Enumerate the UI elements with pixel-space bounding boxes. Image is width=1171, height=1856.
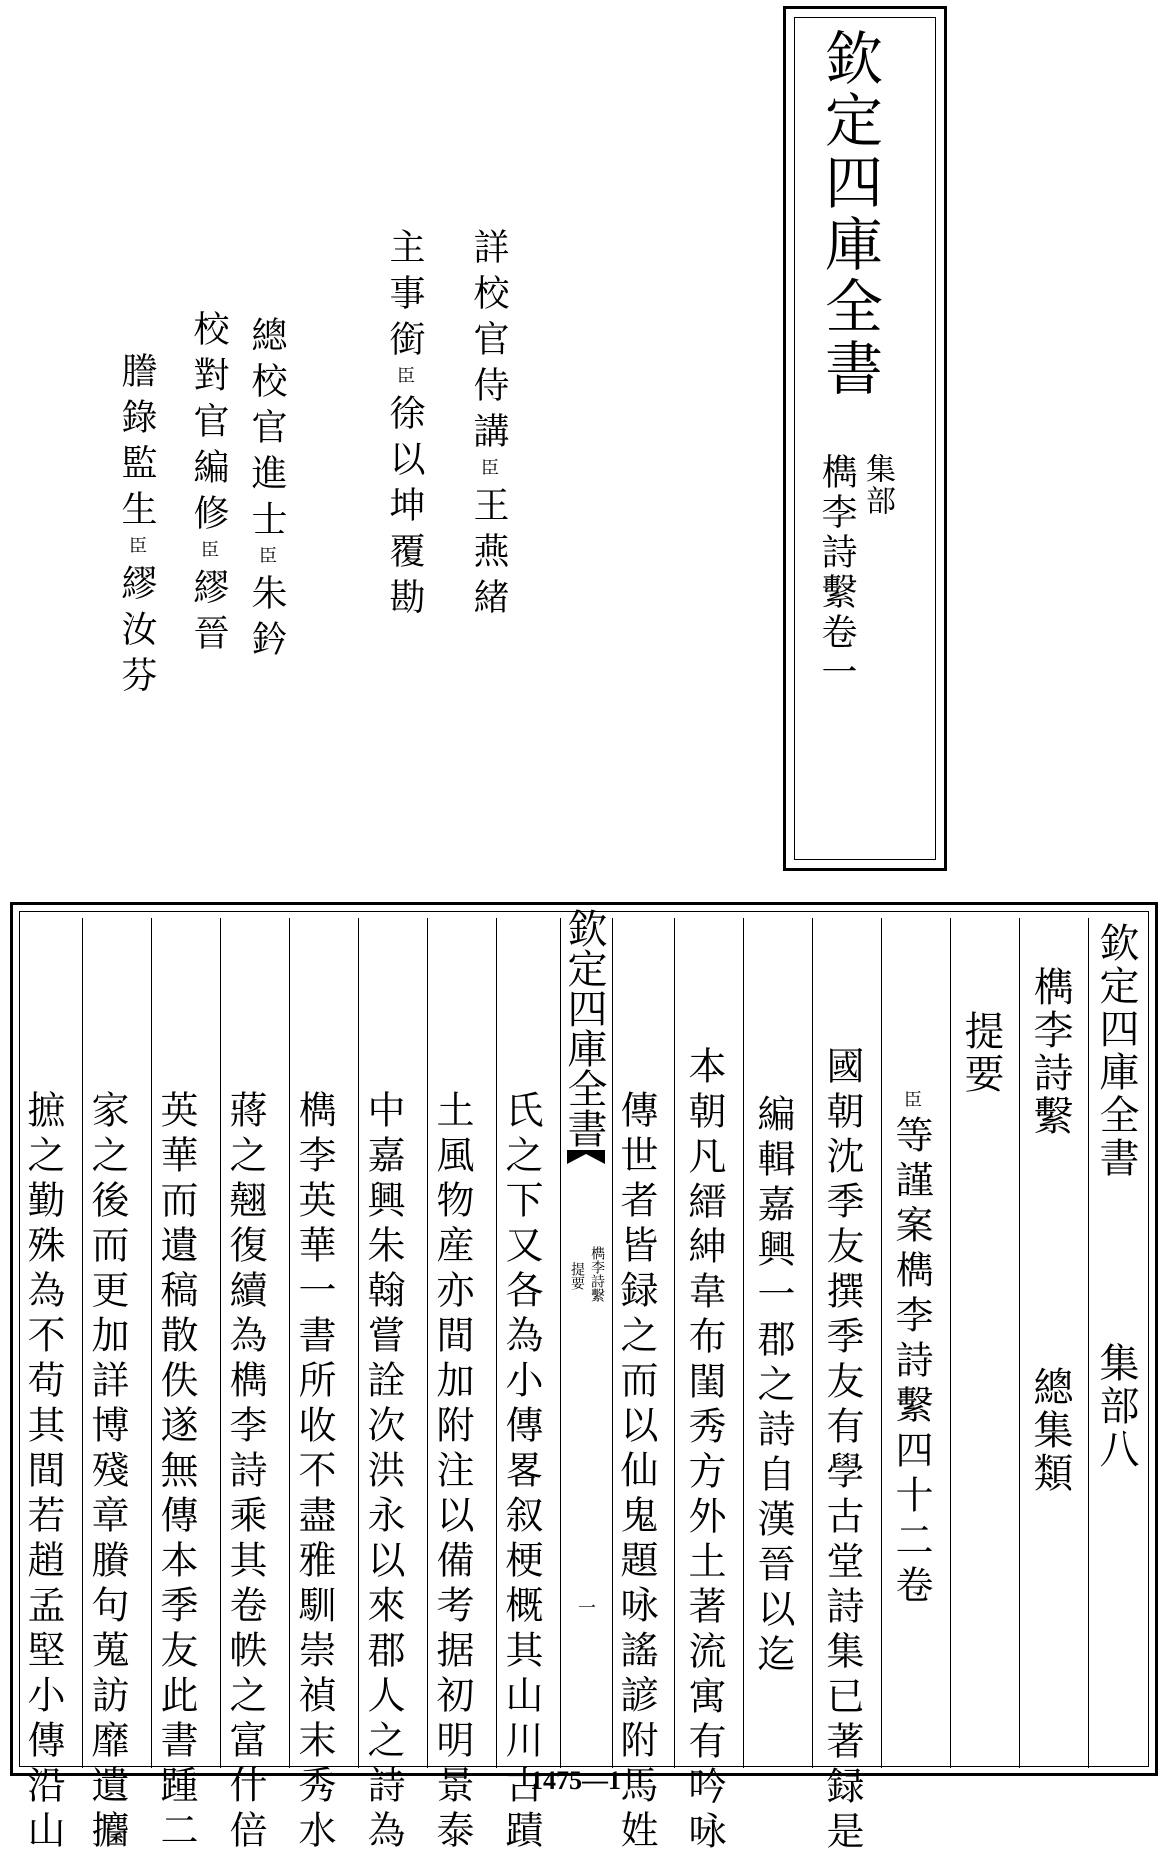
column-rule bbox=[612, 918, 613, 1768]
cover-title: 欽定四庫全書 bbox=[815, 28, 883, 400]
page-number: 1475—1 bbox=[530, 1766, 621, 1795]
fish-tail-icon bbox=[567, 1150, 605, 1164]
column-rule bbox=[674, 918, 675, 1768]
credit-role: 校對官編修 bbox=[188, 310, 229, 540]
credit-role: 謄錄監生 bbox=[116, 352, 157, 536]
text-column: 摭之勤殊為不苟其間若趙孟堅小傳沿山 bbox=[21, 1090, 65, 1855]
text-column: 編輯嘉興一郡之詩自漢晉以迄 bbox=[751, 1094, 795, 1679]
text-column: 氏之下又各為小傳畧叙梗概其山川古蹟 bbox=[499, 1090, 543, 1855]
credit-name: 朱鈐 bbox=[246, 574, 287, 666]
text-column: 中嘉興朱翰嘗詮次洪永以來郡人之詩為 bbox=[361, 1090, 405, 1855]
column-rule bbox=[220, 918, 221, 1768]
column-rule bbox=[358, 918, 359, 1768]
column-rule bbox=[496, 918, 497, 1768]
credit-rank: 臣 bbox=[198, 540, 219, 568]
tiyao-heading: 提要 bbox=[958, 1010, 1004, 1096]
text-column: 英華而遺稿散佚遂無傳本季友此書踵二 bbox=[154, 1090, 198, 1855]
column-rule bbox=[1019, 918, 1020, 1768]
text-line: 等謹案檇李詩繫四十二卷 bbox=[889, 1115, 933, 1610]
credit-line bbox=[188, 310, 229, 660]
column-rule bbox=[812, 918, 813, 1768]
credit-line bbox=[468, 228, 509, 624]
credit-name: 徐以坤覆勘 bbox=[384, 394, 425, 624]
text-column: 傳世者皆録之而以仙鬼題咏謠諺附馬姓 bbox=[614, 1090, 658, 1855]
book-category: 總集類 bbox=[1027, 1366, 1073, 1495]
credit-rank: 臣 bbox=[478, 458, 499, 486]
text-column: 家之後而更加詳博殘章賸句蒐訪靡遺攟 bbox=[85, 1090, 129, 1855]
center-book-title: 檇李詩繫 bbox=[589, 1246, 605, 1302]
credit-name: 繆汝芬 bbox=[116, 564, 157, 702]
text-column: 蔣之翹復續為檇李詩乘其卷帙之富什倍 bbox=[223, 1090, 267, 1855]
credit-line bbox=[384, 228, 425, 624]
page-section: 集部八 bbox=[1093, 1342, 1139, 1471]
book-title: 檇李詩繫 bbox=[1027, 966, 1073, 1138]
credit-name: 王燕緒 bbox=[468, 486, 509, 624]
column-rule bbox=[289, 918, 290, 1768]
column-rule bbox=[881, 918, 882, 1768]
cover-category: 集部 bbox=[860, 453, 895, 517]
credit-line bbox=[246, 316, 287, 666]
column-rule bbox=[743, 918, 744, 1768]
center-subtitle: 提要 bbox=[569, 1262, 585, 1290]
column-rule bbox=[950, 918, 951, 1768]
credit-role: 總校官進士 bbox=[246, 316, 287, 546]
center-title: 欽定四庫全書 bbox=[561, 908, 607, 1148]
credit-rank: 臣 bbox=[126, 536, 147, 564]
column-rule bbox=[1088, 918, 1089, 1768]
credit-rank: 臣 bbox=[256, 546, 277, 574]
text-rank: 臣 bbox=[901, 1090, 922, 1115]
text-column: 檇李英華一書所收不盡雅馴崇禎末秀水 bbox=[292, 1090, 336, 1855]
page-header: 欽定四庫全書 bbox=[1093, 922, 1139, 1180]
column-rule bbox=[151, 918, 152, 1768]
text-column: 本朝凡縉紳韋布閨秀方外土著流寓有吟咏 bbox=[682, 1046, 726, 1856]
text-column: 土風物産亦間加附注以備考据初明景泰 bbox=[430, 1090, 474, 1855]
cover-volume: 檇李詩繫卷一 bbox=[816, 453, 857, 693]
text-column bbox=[889, 1090, 933, 1610]
credit-rank: 臣 bbox=[394, 366, 415, 394]
credit-line bbox=[116, 352, 157, 702]
column-rule bbox=[82, 918, 83, 1768]
center-page-number: 一 bbox=[575, 1598, 596, 1616]
credit-name: 繆晉 bbox=[188, 568, 229, 660]
credit-role: 詳校官侍講 bbox=[468, 228, 509, 458]
text-column: 國朝沈季友撰季友有學古堂詩集已著録是 bbox=[820, 1046, 864, 1856]
column-rule bbox=[427, 918, 428, 1768]
credit-role: 主事銜 bbox=[384, 228, 425, 366]
